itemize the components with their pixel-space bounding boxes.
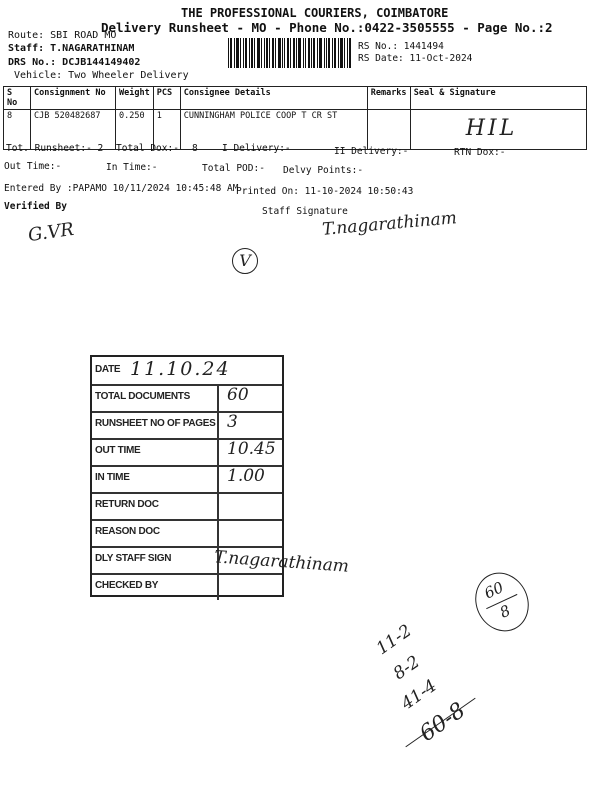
calc-total: 60-8 bbox=[415, 698, 471, 747]
cell-sno: 8 bbox=[4, 110, 31, 150]
cell-consignment: CJB 520482687 bbox=[31, 110, 116, 150]
company-title: THE PROFESSIONAL COURIERS, COIMBATORE bbox=[181, 6, 449, 20]
col-remarks: Remarks bbox=[367, 87, 410, 110]
cell-remarks bbox=[367, 110, 410, 150]
delvy-points: Delvy Points:- bbox=[283, 165, 364, 176]
route-label: Route: SBI ROAD MO bbox=[8, 30, 117, 41]
col-consignee: Consignee Details bbox=[180, 87, 367, 110]
out-time: Out Time:- bbox=[4, 161, 62, 172]
i-delivery: I Delivery:- bbox=[222, 143, 291, 154]
stamp-row-return-doc bbox=[92, 492, 282, 521]
vehicle-label: Vehicle: Two Wheeler Delivery bbox=[14, 70, 189, 81]
drs-number: DRS No.: DCJB144149402 bbox=[8, 57, 141, 68]
stamp-label: DLY STAFF SIGN bbox=[95, 553, 172, 564]
total-dox-value: 8 bbox=[192, 143, 198, 154]
ii-delivery: II Delivery:- bbox=[334, 146, 409, 157]
stamp-value-cell bbox=[217, 519, 284, 546]
staff-signature-label: Staff Signature bbox=[262, 206, 348, 217]
table-header-row bbox=[4, 87, 587, 110]
stamp-label: REASON DOC bbox=[95, 526, 160, 537]
col-sno: S No bbox=[4, 87, 31, 110]
stamp-row-out-time bbox=[92, 438, 282, 467]
cell-weight: 0.250 bbox=[116, 110, 154, 150]
total-runsheet: Tot. Runsheet:- 2 bbox=[6, 143, 104, 154]
stamp-value-cell bbox=[217, 411, 284, 438]
stamp-label: IN TIME bbox=[95, 472, 130, 483]
staff-signature: T.nagarathinam bbox=[321, 208, 458, 240]
stamp-row-in-time bbox=[92, 465, 282, 494]
stamp-label: TOTAL DOCUMENTS bbox=[95, 391, 190, 402]
stamp-value: 3 bbox=[227, 412, 238, 432]
staff-label: Staff: T.NAGARATHINAM bbox=[8, 43, 135, 54]
stamp-row-total-documents bbox=[92, 384, 282, 413]
stamp-value: 60 bbox=[227, 385, 249, 405]
cell-seal bbox=[410, 110, 586, 150]
cell-consignee: CUNNINGHAM POLICE COOP T CR ST bbox=[180, 110, 367, 150]
col-pcs: PCS bbox=[153, 87, 180, 110]
stamp-staff-signature: T.nagarathinam bbox=[213, 547, 350, 577]
stamp-row-pages bbox=[92, 411, 282, 440]
fraction-bottom: 8 bbox=[496, 601, 514, 622]
verified-by-label: Verified By bbox=[4, 201, 67, 212]
printed-on: Printed On: 11-10-2024 10:50:43 bbox=[236, 186, 414, 197]
rs-date: RS Date: 11-Oct-2024 bbox=[358, 53, 473, 64]
col-seal: Seal & Signature bbox=[410, 87, 586, 110]
consignment-table bbox=[3, 86, 587, 150]
circle-check-icon bbox=[232, 248, 258, 274]
total-dox-label: Total Dox:- bbox=[116, 143, 179, 154]
stamp-label: OUT TIME bbox=[95, 445, 141, 456]
stamp-date-value: 11.10.24 bbox=[130, 358, 231, 380]
stamp-label: CHECKED BY bbox=[95, 580, 159, 591]
stamp-value-cell bbox=[217, 438, 284, 465]
stamp-value-cell bbox=[217, 384, 284, 411]
stamp-value: 10.45 bbox=[227, 439, 276, 459]
barcode-icon bbox=[228, 38, 353, 68]
calc-line: 11-2 bbox=[372, 620, 416, 660]
seal-signature-text: HIL bbox=[465, 116, 518, 141]
stamp-label: RUNSHEET NO OF PAGES bbox=[95, 418, 216, 429]
in-time: In Time:- bbox=[106, 162, 158, 173]
rs-number: RS No.: 1441494 bbox=[358, 41, 444, 52]
stamp-value-cell bbox=[217, 573, 284, 600]
col-weight: Weight bbox=[116, 87, 154, 110]
total-pod: Total POD:- bbox=[202, 163, 265, 174]
stamp-row-checked-by bbox=[92, 573, 282, 600]
stamp-value-cell bbox=[217, 465, 284, 492]
calc-line: 41-4 bbox=[397, 675, 441, 715]
verified-signature: G.VR bbox=[26, 218, 76, 247]
stamp-value-cell bbox=[217, 492, 284, 519]
stamp-label: DATE bbox=[95, 364, 121, 375]
rtn-dox: RTN Dox:- bbox=[454, 147, 506, 158]
cell-pcs: 1 bbox=[153, 110, 180, 150]
stamp-value: 1.00 bbox=[227, 466, 265, 486]
stamp-row-date bbox=[92, 357, 282, 386]
col-consignment: Consignment No bbox=[31, 87, 116, 110]
circle-mark-text: V bbox=[239, 251, 251, 270]
calc-line: 8-2 bbox=[389, 651, 424, 685]
stamp-row-reason-doc bbox=[92, 519, 282, 548]
entered-by: Entered By :PAPAMO 10/11/2024 10:45:48 AM bbox=[4, 183, 239, 194]
runsheet-title: Delivery Runsheet - MO - Phone No.:0422-3505555 - Page No.:2 bbox=[101, 20, 553, 35]
circled-fraction-icon bbox=[466, 564, 538, 640]
stamp-label: RETURN DOC bbox=[95, 499, 159, 510]
fraction-top: 60 bbox=[481, 578, 507, 603]
